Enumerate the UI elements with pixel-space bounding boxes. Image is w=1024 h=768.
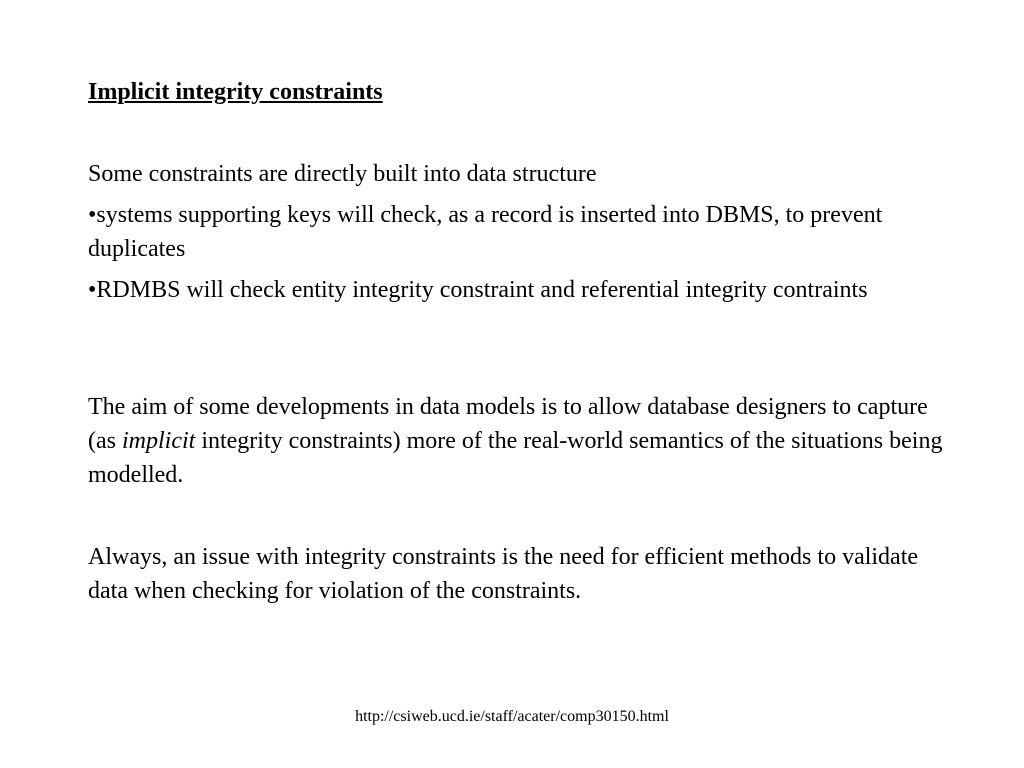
bullet-item-keys: •systems supporting keys will check, as a record is inserted into DBMS, to prevent duplicates — [88, 202, 883, 262]
aim-paragraph — [88, 390, 948, 492]
intro-paragraph: Some constraints are directly built into data structure — [88, 161, 597, 187]
aim-emphasis: implicit — [121, 428, 196, 454]
footer-url: http://csiweb.ucd.ie/staff/acater/comp30150.html — [355, 708, 669, 725]
aim-text-after: integrity constraints) more of the real-world semantics of the situations being modelled. — [88, 428, 943, 488]
slide-title: Implicit integrity constraints — [88, 79, 383, 105]
bullet-item-rdbms: •RDMBS will check entity integrity constraint and referential integrity contraints — [88, 277, 868, 303]
aim-text-before: The aim of some developments in data models is to allow database designers to capture (as — [88, 394, 928, 454]
closing-paragraph: Always, an issue with integrity constraints is the need for efficient methods to validate data when checking for violation of the constraints. — [88, 544, 919, 604]
